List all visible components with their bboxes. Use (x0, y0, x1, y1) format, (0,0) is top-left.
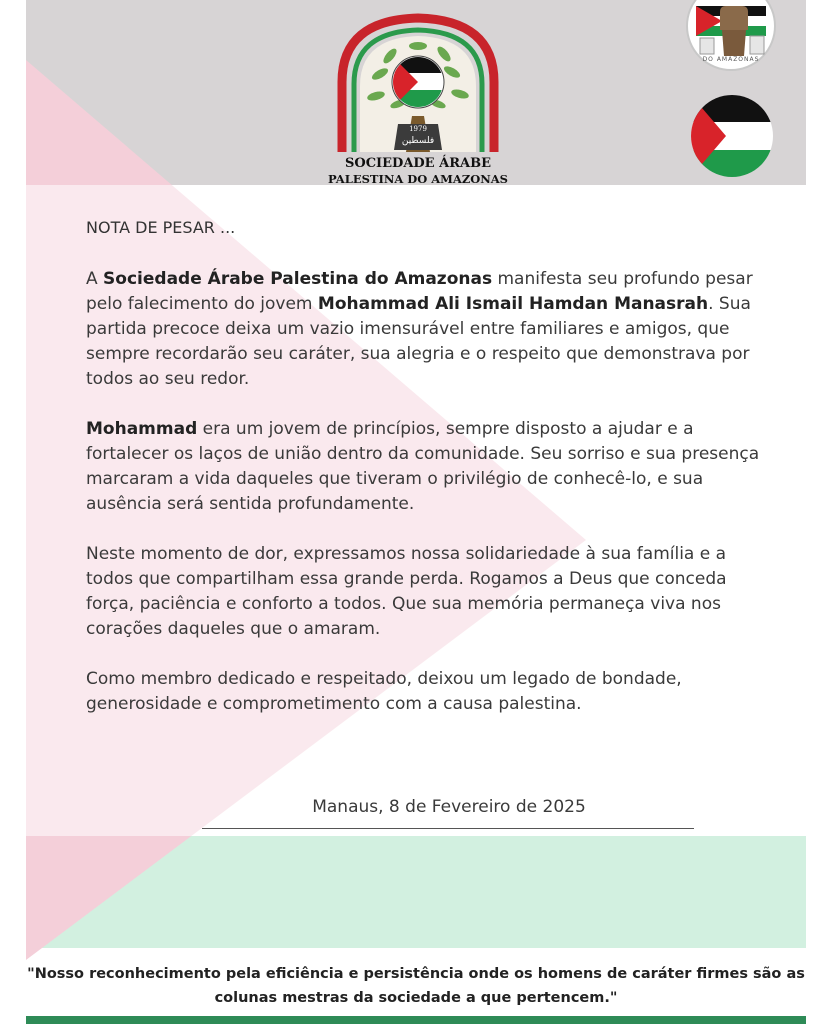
deceased-full-name: Mohammad Ali Ismail Hamdan Manasrah (317, 294, 709, 314)
logo-name-line1: SOCIEDADE ÁRABE (345, 156, 491, 171)
notice-sheet (26, 0, 806, 1024)
resistance-badge (682, 0, 780, 72)
condolence-note (86, 215, 766, 742)
organization-name: Sociedade Árabe Palestina do Amazonas (103, 269, 493, 289)
palestine-flag (690, 94, 774, 178)
paragraph-2 (86, 417, 766, 517)
logo-year: 1979 (409, 125, 427, 133)
palestine-flag-icon (690, 94, 774, 178)
deceased-first-name: Mohammad (86, 419, 198, 439)
logo-name-line2: PALESTINA DO AMAZONAS (328, 172, 508, 186)
badge-text: DO AMAZONAS (702, 56, 760, 63)
paragraph-1 (86, 267, 766, 392)
note-heading: NOTA DE PESAR ... (86, 218, 236, 237)
society-logo (320, 12, 516, 187)
paragraph-4: Como membro dedicado e respeitado, deixou um legado de bondade, generosidade e comprometimento com a causa palestina. (86, 669, 682, 714)
footer-rule (26, 1016, 806, 1024)
p1-lead: A (86, 269, 104, 289)
p2-rest: era um jovem de princípios, sempre disposto a ajudar e a fortalecer os laços de união dentro da comunidade. Seu sorriso e sua presença marcaram a vida daqueles que tiveram o privilégio de conhecê-lo, e sua ausência será sentida profundamente. (86, 419, 760, 514)
footer-quote: "Nosso reconhecimento pela eficiência e persistência onde os homens de caráter firmes são as colunas mestras da sociedade a que pertencem." (27, 966, 805, 1006)
dateline: Manaus, 8 de Fevereiro de 2025 (312, 797, 586, 817)
signature-divider (202, 828, 694, 829)
paragraph-3: Neste momento de dor, expressamos nossa solidariedade à sua família e a todos que compartilham essa grande perda. Rogamos a Deus que conceda força, paciência e conforto a todos. Que sua memória permaneça viva nos corações daqueles que o amaram. (86, 544, 727, 639)
logo-arabic: فلسطين (401, 136, 435, 146)
p1-middle: manifesta seu profundo pesar pelo falecimento do jovem (86, 269, 753, 314)
p1-end: . Sua partida precoce deixa um vazio imensurável entre familiares e amigos, que sempre recordarão seu caráter, sua alegria e o respeito que demonstrava por todos ao seu redor. (86, 294, 751, 389)
